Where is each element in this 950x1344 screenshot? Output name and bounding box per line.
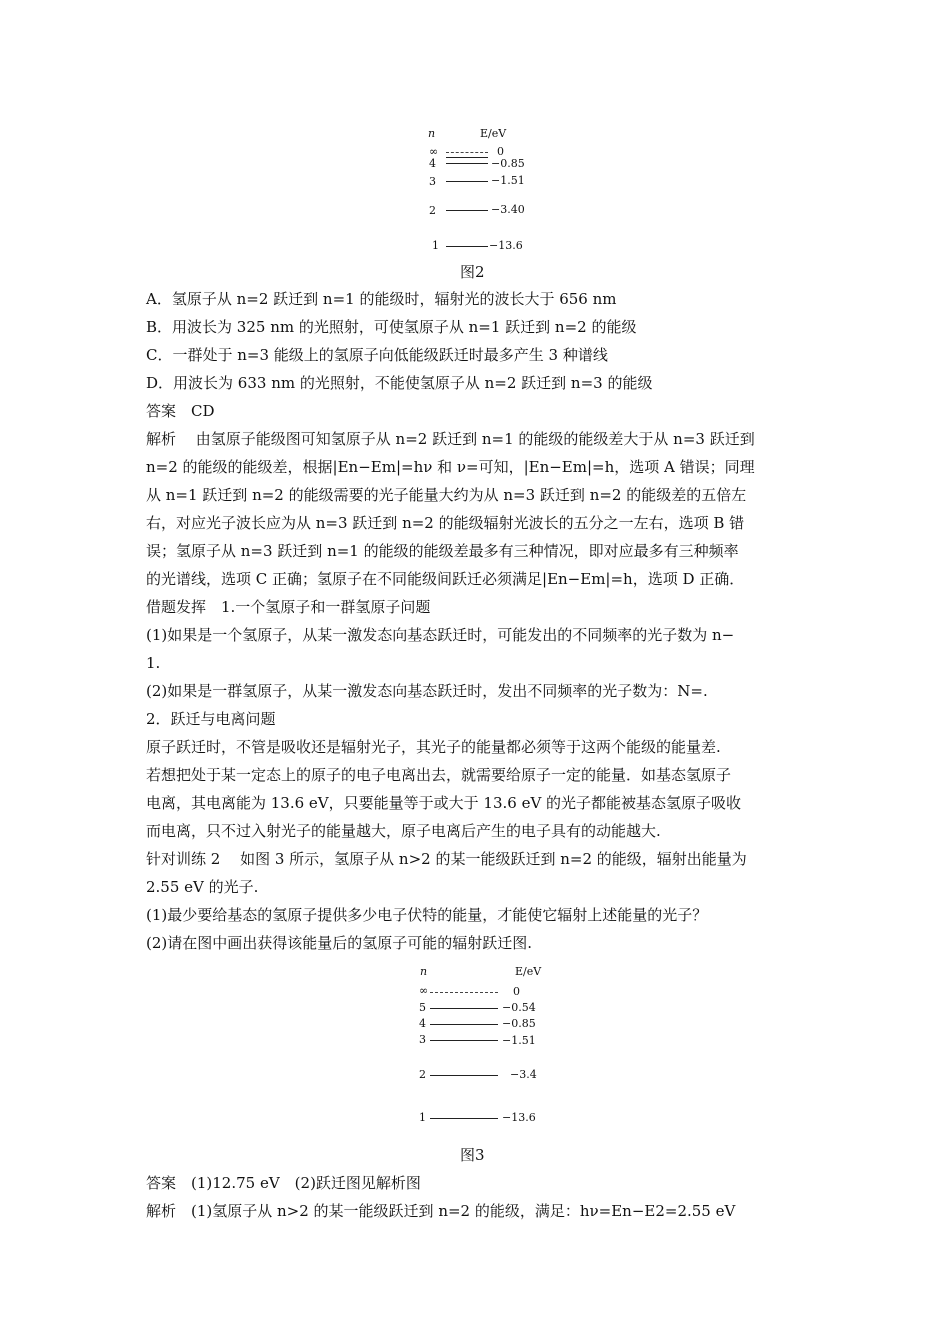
fig2-level-e: 0 [497, 145, 504, 158]
fig3-axis-n: n [420, 965, 428, 978]
option-d: D．用波长为 633 nm 的光照射，不能使氢原子从 n=2 跃迁到 n=3 的能级 [146, 374, 653, 392]
fig3-level-e: 0 [513, 985, 520, 998]
answer-line: 答案 CD [146, 402, 215, 420]
fig2-level-n: 4 [429, 157, 436, 170]
fig3-level-n: 2 [419, 1068, 426, 1081]
fig2-level-line-4 [446, 163, 488, 164]
fig3-level-line-2 [430, 1075, 498, 1076]
fig2-level-n: 3 [429, 175, 436, 188]
fig2-level-line-1 [446, 246, 488, 247]
fig2-level-e: −1.51 [491, 174, 525, 187]
fig2-level-e: −13.6 [489, 239, 523, 252]
fig3-level-n: 5 [419, 1001, 426, 1014]
fig3-level-line-4 [430, 1024, 498, 1025]
option-a: A．氢原子从 n=2 跃迁到 n=1 的能级时，辐射光的波长大于 656 nm [146, 290, 617, 308]
fig3-level-e: −3.4 [510, 1068, 537, 1081]
question-1: (1)最少要给基态的氢原子提供多少电子伏特的能量，才能使它辐射上述能量的光子？ [146, 906, 708, 924]
fig3-level-line-1 [430, 1118, 498, 1119]
fig3-axis-e: E/eV [515, 965, 542, 978]
fig2-level-line-2 [446, 210, 488, 211]
fig3-level-n: 4 [419, 1017, 426, 1030]
note-line: 电离，其电离能为 13.6 eV，只要能量等于或大于 13.6 eV 的光子都能被基态氢原子吸收 [146, 794, 742, 812]
fig3-level-e: −1.51 [502, 1034, 536, 1047]
note-line: 而电离，只不过入射光子的能量越大，原子电离后产生的电子具有的动能越大. [146, 822, 661, 840]
note-line: (2)如果是一群氢原子，从某一激发态向基态跃迁时，发出不同频率的光子数为：N=. [146, 682, 708, 700]
figure-3-caption: 图3 [460, 1146, 485, 1164]
fig3-level-e: −0.54 [502, 1001, 536, 1014]
analysis-line: 从 n=1 跃迁到 n=2 的能级需要的光子能量大约为从 n=3 跃迁到 n=2 的能级差的五倍左 [146, 486, 747, 504]
analysis-line: 误；氢原子从 n=3 跃迁到 n=1 的能级的能级差最多有三种情况，即对应最多有三种频率 [146, 542, 739, 560]
analysis-line: 右，对应光子波长应为从 n=3 跃迁到 n=2 的能级辐射光波长的五分之一左右，选项 B 错 [146, 514, 745, 532]
fig3-level-e: −0.85 [502, 1017, 536, 1030]
fig3-level-line-3 [430, 1040, 498, 1041]
exercise-line: 2.55 eV 的光子. [146, 878, 259, 896]
note-line: 原子跃迁时，不管是吸收还是辐射光子，其光子的能量都必须等于这两个能级的能量差. [146, 738, 721, 756]
fig2-level-line-3 [446, 181, 488, 182]
answer-line-2: 答案 (1)12.75 eV (2)跃迁图见解析图 [146, 1174, 421, 1192]
fig2-level-line-inf [446, 152, 488, 153]
analysis-line: 的光谱线，选项 C 正确；氢原子在不同能级间跃迁必须满足|En−Em|=h，选项 D 正确． [146, 570, 745, 588]
exercise-line: 针对训练 2 如图 3 所示，氢原子从 n>2 的某一能级跃迁到 n=2 的能级，辐射出能量为 [146, 850, 747, 868]
fig2-level-line-4a [446, 157, 488, 158]
fig2-level-n: 1 [432, 239, 439, 252]
fig3-level-n: 3 [419, 1033, 426, 1046]
fig2-axis-n: n [428, 127, 436, 140]
fig2-level-n: 2 [429, 204, 436, 217]
fig3-level-e: −13.6 [502, 1111, 536, 1124]
option-c: C．一群处于 n=3 能级上的氢原子向低能级跃迁时最多产生 3 种谱线 [146, 346, 608, 364]
fig3-level-line-inf [430, 992, 498, 993]
note-line: 1. [146, 654, 161, 672]
fig3-level-n: ∞ [419, 984, 429, 997]
note-line: 若想把处于某一定态上的原子的电子电离出去，就需要给原子一定的能量．如基态氢原子 [146, 766, 732, 784]
option-b: B．用波长为 325 nm 的光照射，可使氢原子从 n=1 跃迁到 n=2 的能级 [146, 318, 637, 336]
question-2: (2)请在图中画出获得该能量后的氢原子可能的辐射跃迁图. [146, 934, 533, 952]
note-line: (1)如果是一个氢原子，从某一激发态向基态跃迁时，可能发出的不同频率的光子数为 n− [146, 626, 735, 644]
figure-2-caption: 图2 [460, 263, 485, 281]
fig2-level-e: −0.85 [491, 157, 525, 170]
analysis-line: 解析 由氢原子能级图可知氢原子从 n=2 跃迁到 n=1 的能级的能级差大于从 n=3 跃迁到 [146, 430, 755, 448]
fig2-level-n: ∞ [429, 145, 439, 158]
analysis-line-2: 解析 (1)氢原子从 n>2 的某一能级跃迁到 n=2 的能级，满足：hν=En−E2=2.55 eV [146, 1202, 736, 1220]
fig2-axis-e: E/eV [480, 127, 507, 140]
fig3-level-n: 1 [419, 1111, 426, 1124]
note-heading: 借题发挥 1.一个氢原子和一群氢原子问题 [146, 598, 431, 616]
fig3-level-line-5 [430, 1008, 498, 1009]
fig2-level-e: −3.40 [491, 203, 525, 216]
analysis-line: n=2 的能级的能级差，根据|En−Em|=hν 和 ν=可知，|En−Em|=h，选项 A 错误；同理 [146, 458, 755, 476]
note-heading-2: 2．跃迁与电离问题 [146, 710, 276, 728]
